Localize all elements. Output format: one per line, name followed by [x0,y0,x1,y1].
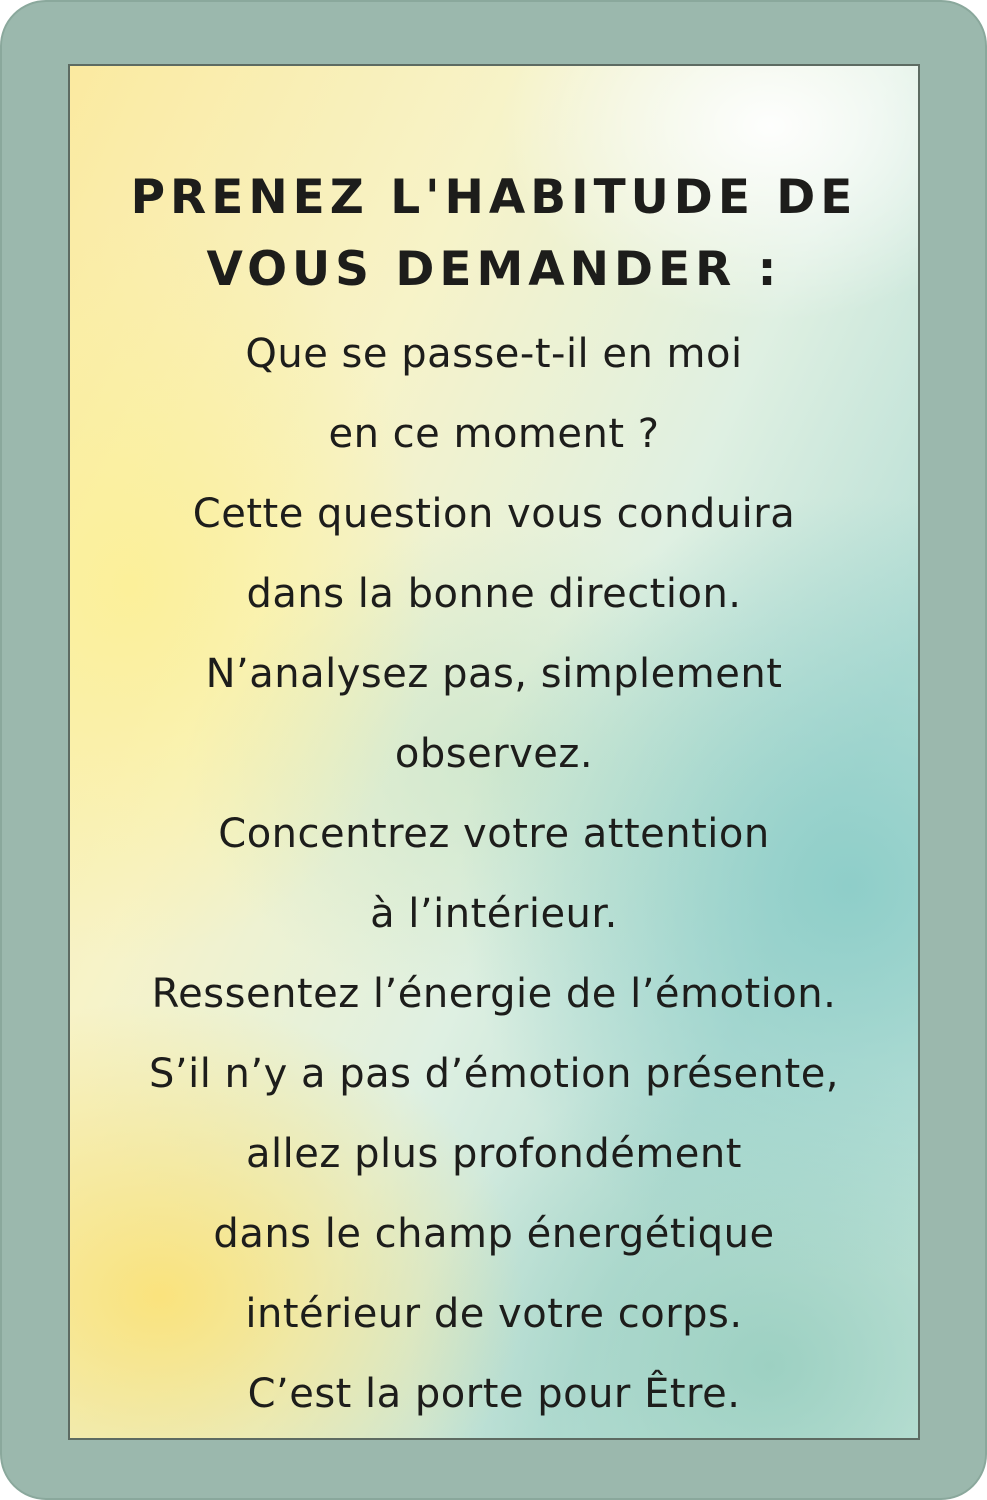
card-title [70,162,918,306]
body-line-5: N’analysez pas, simplement [205,651,783,697]
body-line-13: intérieur de votre corps. [245,1291,743,1337]
body-line-3: Cette question vous conduira [192,491,796,537]
card-title-line-1: PRENEZ L'HABITUDE DE [130,170,858,225]
body-line-1: Que se passe-t-il en moi [245,331,743,377]
body-line-8: à l’intérieur. [370,891,618,937]
card-title-line-2: VOUS DEMANDER : [206,242,782,297]
body-line-10: S’il n’y a pas d’émotion présente, [148,1051,840,1097]
body-line-12: dans le champ énergétique [213,1211,775,1257]
body-line-14: C’est la porte pour Être. [247,1371,741,1417]
card-panel [68,64,920,1440]
body-line-2: en ce moment ? [328,411,660,457]
body-line-9: Ressentez l’énergie de l’émotion. [151,971,837,1017]
body-line-7: Concentrez votre attention [218,811,770,857]
body-line-11: allez plus profondément [246,1131,742,1177]
card-body [70,314,918,1434]
body-line-4: dans la bonne direction. [246,571,742,617]
body-line-6: observez. [394,731,594,777]
